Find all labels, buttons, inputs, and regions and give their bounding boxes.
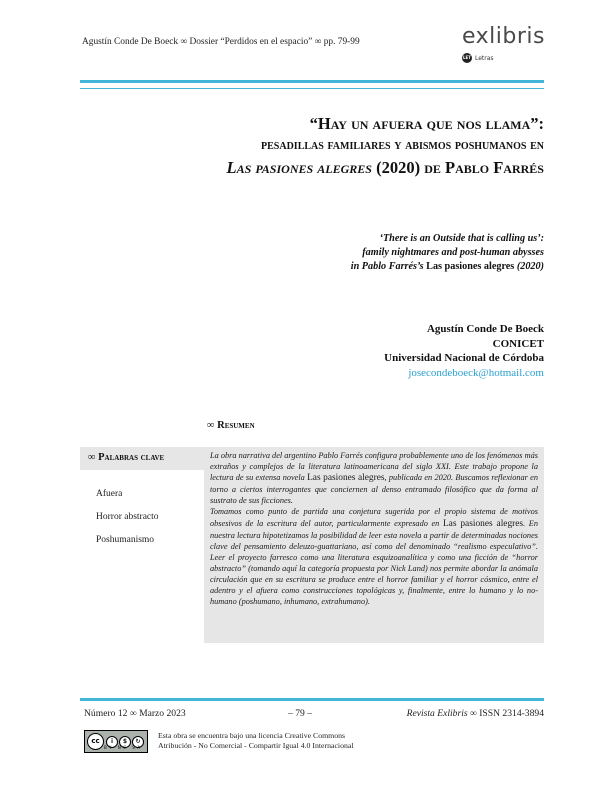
resumen-heading: ∞ Resumen	[207, 420, 255, 431]
title-line-3-rest: (2020) de Pablo Farrés	[371, 158, 544, 177]
title-novel-name: Las pasiones alegres	[226, 158, 372, 177]
header-rule-thin	[80, 88, 544, 89]
logo-subline	[462, 53, 542, 63]
keywords-heading: ∞ Palabras clave	[88, 452, 165, 463]
author-affiliation-2: Universidad Nacional de Córdoba	[384, 352, 544, 364]
journal-logo	[462, 24, 545, 63]
subtitle-novel-name: Las pasiones alegres	[423, 261, 515, 272]
page-number: – 79 –	[288, 708, 312, 719]
sa-icon: ↻	[132, 736, 144, 748]
abstract-paragraph-2	[210, 506, 538, 607]
nc-icon: $	[119, 736, 131, 748]
author-email-link[interactable]: josecondeboeck@hotmail.com	[408, 366, 544, 379]
keyword-item: Afuera	[96, 489, 123, 499]
journal-name: Revista Exlibris	[406, 708, 468, 719]
abstract-p1-start: La obra narrativa del argentino Pablo Farrés configura probablemente uno de los fenómenos más extraños y complejos de la literatura latinoamericana del siglo XXI. Este trabajo propone la lectura de su extensa novela	[210, 451, 538, 483]
abstract-paragraph-1	[210, 450, 538, 506]
author-name: Agustín Conde De Boeck	[426, 323, 544, 335]
by-icon: i	[106, 736, 118, 748]
abstract-text	[210, 450, 538, 607]
subtitle-line-3-italic: in Pablo Farrés’s	[350, 261, 424, 272]
running-head: Agustín Conde De Boeck ∞ Dossier “Perdidos en el espacio” ∞ pp. 79-99	[82, 37, 360, 47]
license-line-1: Esta obra se encuentra bajo una licencia Creative Commons	[158, 731, 346, 740]
author-block	[384, 322, 544, 380]
logo-letras: Letras	[475, 54, 494, 62]
abstract-p2-end: . En nuestra lectura hipotetizamos la posibilidad de leer esta novela a partir de determinadas nociones clave del pensamiento deleuzo-guattariano, así como del denominado “realismo especulativo”. Leer el proyecto farresco como una literatura esquizoanalítica y como una ficción de “horror abstracto” (tomando aquí la categoría propuesta por Nick Land) nos permite abordar la anómala circulación que en su escritura se produce entre el horror familiar y el horror cósmico, entre el adentro y el afuera como construcciones topológicas y, finalmente, entre lo humano y lo no-humano (poshumano, inhumano, extrahumano).	[210, 518, 538, 607]
letras-badge-icon: LET	[462, 53, 472, 63]
abstract-p2-start: Tomamos como punto de partida una conjetura sugerida por el propio sistema de motivos obsesivos de la escritura del autor, particularmente expresado en	[210, 507, 538, 528]
header-rule-thick	[80, 80, 544, 83]
title-line-1: “Hay un afuera que nos llama”:	[309, 114, 544, 133]
title-line-2: pesadillas familiares y abismos poshumanos en	[261, 137, 544, 153]
subtitle-year: (2020)	[514, 261, 544, 272]
keyword-item: Horror abstracto	[96, 512, 159, 522]
subtitle-line-2: family nightmares and post-human abysses	[362, 247, 544, 258]
cc-badge-labels: BY NC SA	[104, 745, 143, 750]
article-title-english	[124, 232, 544, 274]
issue-info: Número 12 ∞ Marzo 2023	[84, 708, 186, 719]
abstract-p2-novel: Las pasiones alegres	[442, 518, 524, 529]
keyword-item: Poshumanismo	[96, 535, 155, 545]
license-text	[158, 731, 354, 751]
issn-text: ∞ ISSN 2314-3894	[467, 708, 544, 719]
abstract-p1-end: , publicada en 2020. Buscamos reflexionar en torno a ciertos interrogantes que conciernen al denso entramado filosófico que da forma al sustrato de sus ficciones.	[210, 473, 538, 506]
abstract-p1-novel: Las pasiones alegres	[307, 473, 385, 484]
subtitle-line-1: ‘There is an Outside that is calling us’:	[379, 233, 544, 244]
license-line-2: Atribución - No Comercial - Compartir Igual 4.0 Internacional	[158, 741, 354, 750]
subtitle-line-3	[124, 260, 544, 274]
article-title	[64, 114, 544, 180]
footer-rule	[80, 698, 544, 701]
title-line-3	[64, 156, 544, 180]
logo-wordmark: exlibris	[462, 24, 545, 49]
journal-issn	[407, 708, 544, 719]
cc-icon: cc	[87, 733, 104, 750]
author-affiliation-1: CONICET	[492, 337, 544, 350]
